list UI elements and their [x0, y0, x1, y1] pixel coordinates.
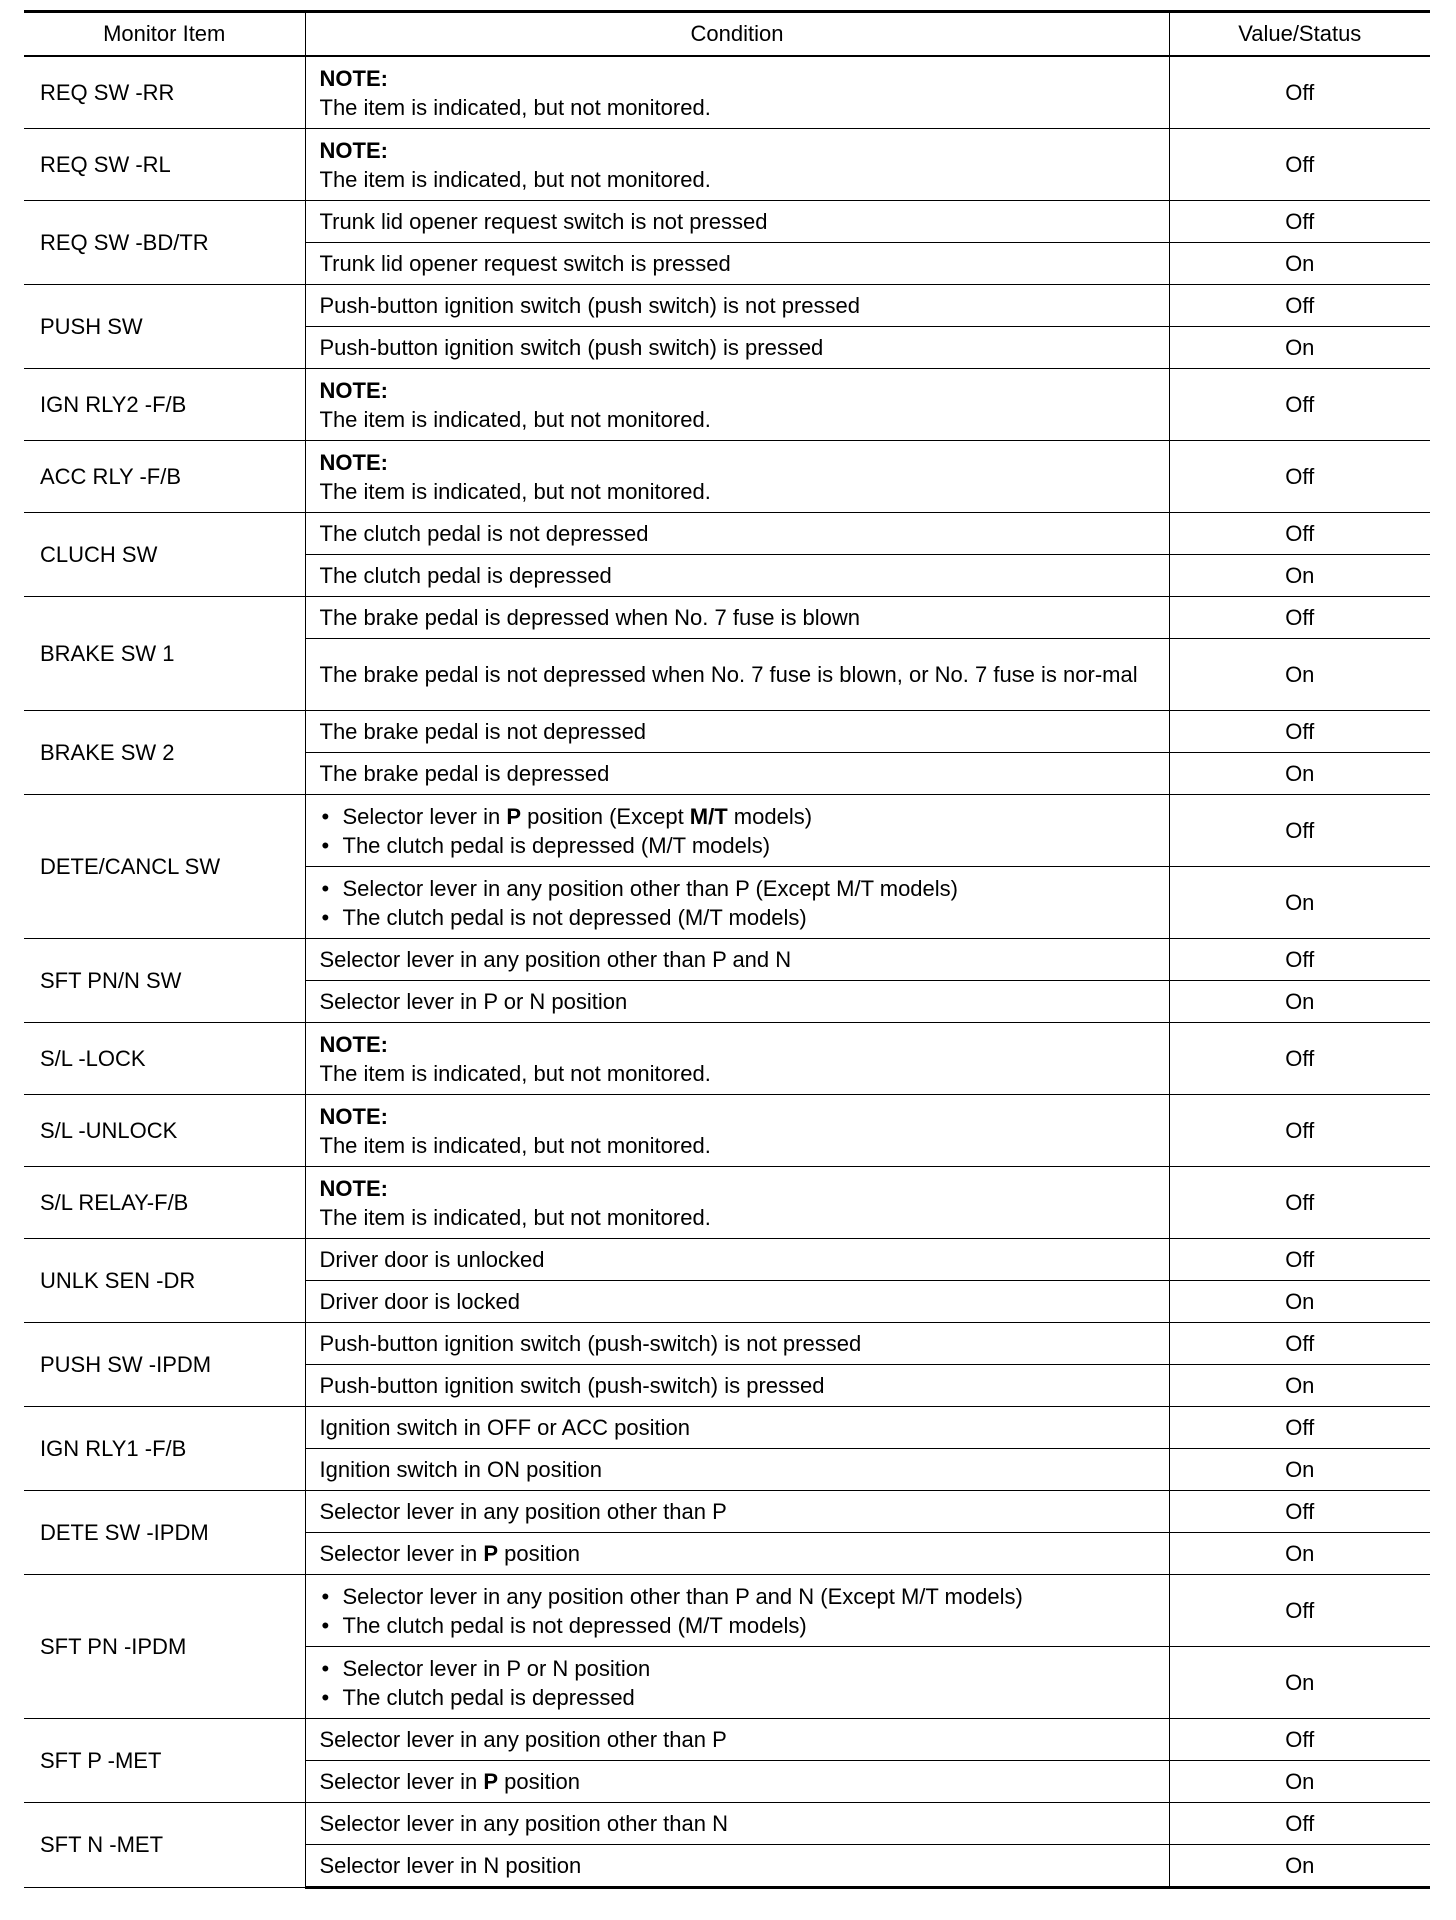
condition-cell [305, 285, 1169, 327]
table-row [24, 1323, 1430, 1365]
condition-cell [305, 129, 1169, 201]
condition-cell [305, 1761, 1169, 1803]
header-row [24, 12, 1430, 57]
monitor-item-cell: SFT PN -IPDM [24, 1575, 305, 1719]
value-status-cell: Off [1169, 939, 1430, 981]
header-monitor-item: Monitor Item [24, 12, 305, 57]
note-label: NOTE: [319, 1031, 388, 1057]
monitor-item-cell: SFT PN/N SW [24, 939, 305, 1023]
bullet-text: The clutch pedal is depressed (M/T models) [342, 832, 771, 858]
bullet-text: models) [727, 803, 813, 829]
condition-text: Ignition switch in ON position [319, 1457, 602, 1482]
condition-text: The clutch pedal is not depressed [319, 521, 649, 546]
monitor-item-cell: UNLK SEN -DR [24, 1239, 305, 1323]
table-row [24, 795, 1430, 867]
bullet-item [320, 1654, 1155, 1683]
monitor-item-cell: BRAKE SW 2 [24, 711, 305, 795]
note-text: The item is indicated, but not monitored. [319, 1132, 711, 1158]
bullet-text: The clutch pedal is not depressed (M/T models) [342, 904, 807, 930]
value-status-cell: Off [1169, 513, 1430, 555]
table-row [24, 513, 1430, 555]
monitor-item-cell: IGN RLY1 -F/B [24, 1407, 305, 1491]
monitor-item-cell: REQ SW -RL [24, 129, 305, 201]
monitor-item-cell: SFT P -MET [24, 1719, 305, 1803]
condition-cell [305, 555, 1169, 597]
condition-text: Selector lever in any position other than P [319, 1727, 727, 1752]
table-row [24, 1491, 1430, 1533]
condition-cell [305, 753, 1169, 795]
condition-cell [305, 1845, 1169, 1888]
table-row [24, 441, 1430, 513]
value-status-cell: Off [1169, 1239, 1430, 1281]
value-status-cell: On [1169, 1281, 1430, 1323]
table-row [24, 285, 1430, 327]
value-status-cell: On [1169, 1533, 1430, 1575]
table-row [24, 939, 1430, 981]
table-row [24, 1407, 1430, 1449]
table-row [24, 201, 1430, 243]
value-status-cell: Off [1169, 711, 1430, 753]
bullet-list [320, 1582, 1155, 1640]
condition-text: Ignition switch in OFF or ACC position [319, 1415, 690, 1440]
bullet-item [320, 1582, 1155, 1611]
condition-text: position [498, 1769, 580, 1794]
condition-text: Selector lever in P or N position [319, 989, 628, 1014]
condition-cell [305, 201, 1169, 243]
condition-text: Push-button ignition switch (push-switch) is pressed [319, 1373, 825, 1398]
note-label: NOTE: [319, 65, 388, 91]
monitor-table [24, 10, 1430, 1889]
value-status-cell: Off [1169, 201, 1430, 243]
note-label: NOTE: [319, 1103, 388, 1129]
value-status-cell: Off [1169, 1407, 1430, 1449]
value-status-cell: On [1169, 753, 1430, 795]
bullet-text: Selector lever in any position other than P (Except M/T models) [342, 875, 958, 901]
value-status-cell: On [1169, 867, 1430, 939]
note-label: NOTE: [319, 1175, 388, 1201]
value-status-cell: Off [1169, 1575, 1430, 1647]
condition-cell [305, 1803, 1169, 1845]
bullet-text: Selector lever in P or N position [342, 1655, 651, 1681]
header-value-status: Value/Status [1169, 12, 1430, 57]
bullet-text: The clutch pedal is not depressed (M/T models) [342, 1612, 807, 1638]
bullet-item [320, 1611, 1155, 1640]
condition-cell [305, 369, 1169, 441]
value-status-cell: Off [1169, 1803, 1430, 1845]
condition-cell [305, 1281, 1169, 1323]
bullet-text: M/T [689, 803, 728, 829]
condition-text: Selector lever in [319, 1769, 484, 1794]
condition-cell [305, 513, 1169, 555]
bullet-text: Selector lever in [342, 803, 507, 829]
table-row [24, 1167, 1430, 1239]
table-row [24, 1719, 1430, 1761]
value-status-cell: On [1169, 243, 1430, 285]
condition-text: Selector lever in N position [319, 1853, 582, 1878]
monitor-item-cell: PUSH SW -IPDM [24, 1323, 305, 1407]
note-label: NOTE: [319, 377, 388, 403]
condition-text: position [498, 1541, 580, 1566]
note-text: The item is indicated, but not monitored. [319, 478, 711, 504]
value-status-cell: On [1169, 981, 1430, 1023]
note-text: The item is indicated, but not monitored. [319, 1060, 711, 1086]
condition-cell [305, 1407, 1169, 1449]
bullet-item [320, 903, 1155, 932]
condition-text: Trunk lid opener request switch is pressed [319, 251, 731, 276]
condition-text: The brake pedal is not depressed [319, 719, 647, 744]
monitor-item-cell: SFT N -MET [24, 1803, 305, 1888]
value-status-cell: Off [1169, 1491, 1430, 1533]
condition-text: Selector lever in any position other than P [319, 1499, 727, 1524]
condition-cell [305, 867, 1169, 939]
bullet-list [320, 1654, 1155, 1712]
condition-text-bold: P [483, 1769, 499, 1794]
value-status-cell: On [1169, 1761, 1430, 1803]
condition-cell [305, 639, 1169, 711]
condition-text: Driver door is unlocked [319, 1247, 545, 1272]
value-status-cell: On [1169, 555, 1430, 597]
monitor-item-cell: S/L -UNLOCK [24, 1095, 305, 1167]
bullet-item [320, 802, 1155, 831]
note-label: NOTE: [319, 137, 388, 163]
condition-cell [305, 1491, 1169, 1533]
bullet-list [320, 802, 1155, 860]
condition-cell [305, 1575, 1169, 1647]
condition-text: Selector lever in any position other than P and N [319, 947, 792, 972]
monitor-item-cell: DETE/CANCL SW [24, 795, 305, 939]
condition-cell [305, 243, 1169, 285]
condition-cell [305, 1095, 1169, 1167]
condition-cell [305, 1365, 1169, 1407]
condition-cell [305, 1533, 1169, 1575]
condition-cell [305, 597, 1169, 639]
condition-text: The clutch pedal is depressed [319, 563, 612, 588]
value-status-cell: Off [1169, 1719, 1430, 1761]
bullet-text: position (Except [521, 803, 690, 829]
bullet-text: Selector lever in any position other than P and N (Except M/T models) [342, 1583, 1023, 1609]
value-status-cell: On [1169, 327, 1430, 369]
condition-cell [305, 981, 1169, 1023]
monitor-item-cell: ACC RLY -F/B [24, 441, 305, 513]
condition-text: Push-button ignition switch (push switch) is pressed [319, 335, 824, 360]
condition-text: Trunk lid opener request switch is not pressed [319, 209, 768, 234]
bullet-item [320, 831, 1155, 860]
condition-text: Push-button ignition switch (push-switch) is not pressed [319, 1331, 862, 1356]
value-status-cell: Off [1169, 1023, 1430, 1095]
note-text: The item is indicated, but not monitored. [319, 406, 711, 432]
value-status-cell: Off [1169, 369, 1430, 441]
value-status-cell: On [1169, 1647, 1430, 1719]
table-row [24, 56, 1430, 129]
table-row [24, 1095, 1430, 1167]
value-status-cell: On [1169, 1365, 1430, 1407]
monitor-item-cell: S/L RELAY-F/B [24, 1167, 305, 1239]
bullet-list [320, 874, 1155, 932]
bullet-text: P [506, 803, 522, 829]
condition-text: The brake pedal is depressed when No. 7 fuse is blown [319, 605, 861, 630]
table-row [24, 1803, 1430, 1845]
condition-cell [305, 1167, 1169, 1239]
condition-text: Driver door is locked [319, 1289, 521, 1314]
condition-cell [305, 711, 1169, 753]
table-row [24, 597, 1430, 639]
table-row [24, 1023, 1430, 1095]
condition-cell [305, 1719, 1169, 1761]
bullet-item [320, 874, 1155, 903]
table-row [24, 711, 1430, 753]
table-row [24, 129, 1430, 201]
monitor-item-cell: REQ SW -RR [24, 56, 305, 129]
condition-cell [305, 1023, 1169, 1095]
value-status-cell: Off [1169, 597, 1430, 639]
condition-cell [305, 939, 1169, 981]
value-status-cell: Off [1169, 285, 1430, 327]
value-status-cell: Off [1169, 56, 1430, 129]
value-status-cell: Off [1169, 441, 1430, 513]
table-row [24, 369, 1430, 441]
value-status-cell: On [1169, 1449, 1430, 1491]
condition-cell [305, 327, 1169, 369]
monitor-item-cell: DETE SW -IPDM [24, 1491, 305, 1575]
condition-cell [305, 1323, 1169, 1365]
condition-cell [305, 56, 1169, 129]
monitor-item-cell: BRAKE SW 1 [24, 597, 305, 711]
monitor-item-cell: PUSH SW [24, 285, 305, 369]
condition-text: Selector lever in any position other than N [319, 1811, 728, 1836]
value-status-cell: Off [1169, 1167, 1430, 1239]
monitor-item-cell: REQ SW -BD/TR [24, 201, 305, 285]
value-status-cell: Off [1169, 795, 1430, 867]
condition-text: Selector lever in [319, 1541, 484, 1566]
condition-text: Push-button ignition switch (push switch) is not pressed [319, 293, 860, 318]
monitor-item-cell: S/L -LOCK [24, 1023, 305, 1095]
note-text: The item is indicated, but not monitored. [319, 94, 711, 120]
condition-cell [305, 795, 1169, 867]
note-label: NOTE: [319, 449, 388, 475]
condition-cell [305, 1449, 1169, 1491]
table-row [24, 1239, 1430, 1281]
value-status-cell: Off [1169, 1323, 1430, 1365]
value-status-cell: On [1169, 639, 1430, 711]
value-status-cell: On [1169, 1845, 1430, 1888]
value-status-cell: Off [1169, 1095, 1430, 1167]
condition-cell [305, 441, 1169, 513]
monitor-item-cell: CLUCH SW [24, 513, 305, 597]
condition-text: The brake pedal is not depressed when No. 7 fuse is blown, or No. 7 fuse is nor-mal [319, 662, 1138, 687]
table-row [24, 1575, 1430, 1647]
condition-text-bold: P [483, 1541, 499, 1566]
header-condition: Condition [305, 12, 1169, 57]
condition-cell [305, 1647, 1169, 1719]
bullet-text: The clutch pedal is depressed [342, 1684, 635, 1710]
bullet-item [320, 1683, 1155, 1712]
monitor-item-cell: IGN RLY2 -F/B [24, 369, 305, 441]
table-body [24, 56, 1430, 1888]
note-text: The item is indicated, but not monitored. [319, 166, 711, 192]
value-status-cell: Off [1169, 129, 1430, 201]
condition-text: The brake pedal is depressed [319, 761, 610, 786]
note-text: The item is indicated, but not monitored. [319, 1204, 711, 1230]
condition-cell [305, 1239, 1169, 1281]
